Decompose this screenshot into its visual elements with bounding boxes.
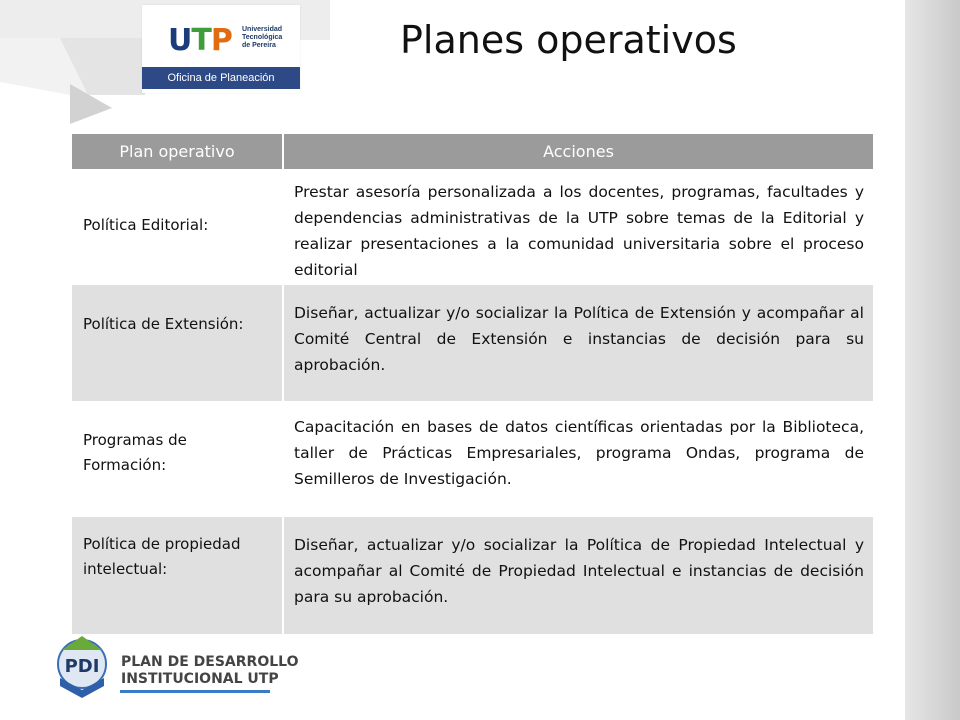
pdi-emblem-icon bbox=[52, 632, 116, 708]
logo-letter-p: P bbox=[210, 23, 232, 58]
table-row bbox=[72, 285, 873, 401]
plan-action: Diseñar, actualizar y/o socializar la Política de Extensión y acompañar al Comité Central de Extensión e instancias de decisión para su aprobación. bbox=[283, 285, 873, 401]
footer-line2: INSTITUCIONAL UTP bbox=[121, 671, 279, 687]
plan-action: Prestar asesoría personalizada a los docentes, programas, facultades y dependencias administrativas de la UTP sobre temas de la Editorial y realizar presentaciones a la comunidad universitaria sobre el proceso editorial bbox=[283, 169, 873, 285]
university-name bbox=[242, 26, 282, 50]
header-plan: Plan operativo bbox=[72, 134, 283, 169]
table-row bbox=[72, 401, 873, 517]
footer-plan-name bbox=[121, 654, 298, 688]
utp-logo bbox=[142, 5, 300, 93]
utp-logo-mark bbox=[168, 23, 232, 58]
plan-name: Política de Extensión: bbox=[72, 285, 283, 401]
table-header-row bbox=[72, 134, 873, 169]
table-row bbox=[72, 517, 873, 634]
plan-action: Diseñar, actualizar y/o socializar la Política de Propiedad Intelectual y acompañar al Comité de Propiedad Intelectual e instancias de decisión para su aprobación. bbox=[283, 517, 873, 634]
plan-name: Política Editorial: bbox=[72, 169, 283, 285]
plan-name: Política de propiedad intelectual: bbox=[72, 517, 283, 634]
university-name-line3: de Pereira bbox=[242, 42, 276, 49]
plan-action: Capacitación en bases de datos científicas orientadas por la Biblioteca, taller de Prácticas Empresariales, programa Ondas, programa de Semilleros de Investigación. bbox=[283, 401, 873, 517]
decorative-ribbon-fold bbox=[0, 0, 150, 140]
page-title: Planes operativos bbox=[400, 18, 737, 62]
logo-letter-t: T bbox=[191, 23, 211, 58]
header-actions: Acciones bbox=[283, 134, 873, 169]
university-name-line2: Tecnológica bbox=[242, 34, 283, 41]
operative-plans-table bbox=[72, 134, 873, 634]
office-name: Oficina de Planeación bbox=[142, 67, 300, 89]
university-name-line1: Universidad bbox=[242, 26, 283, 33]
logo-letter-u: U bbox=[168, 23, 192, 58]
footer-line1: PLAN DE DESARROLLO bbox=[121, 654, 299, 670]
footer-accent-line bbox=[120, 690, 270, 693]
decorative-right-bar bbox=[905, 0, 960, 720]
table-row bbox=[72, 169, 873, 285]
plan-name: Programas de Formación: bbox=[72, 401, 283, 517]
pdi-emblem-text: PDI bbox=[64, 656, 100, 677]
